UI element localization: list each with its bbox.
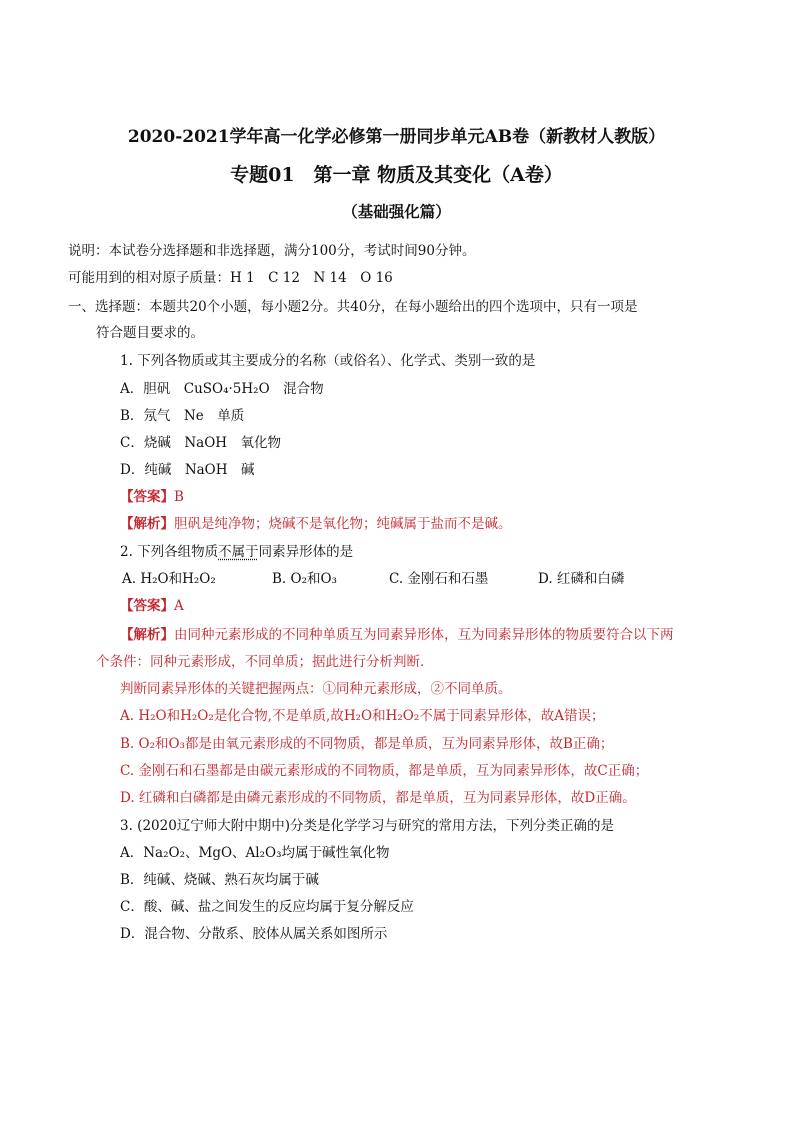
stem-part: 2. 下列各组物质 [120, 544, 219, 560]
question-3-stem: 3. (2020辽宁师大附中期中)分类是化学学习与研究的常用方法，下列分类正确的是 [120, 818, 615, 834]
section-heading-cont: 符合题目要求的。 [96, 325, 204, 341]
document-subtitle-note: （基础强化篇） [342, 202, 451, 221]
question-2-option-b: B. O₂和O₃ [272, 571, 337, 587]
analysis-text: 胆矾是纯净物；烧碱不是氧化物；纯碱属于盐而不是碱。 [174, 516, 512, 532]
question-2-explain-b: B. O₂和O₃都是由氧元素形成的不同物质，都是单质，互为同素异形体，故B正确； [120, 736, 614, 752]
question-3-option-a: A．Na₂O₂、MgO、Al₂O₃均属于碱性氧化物 [120, 845, 390, 861]
question-3-option-c: C．酸、碱、盐之间发生的反应均属于复分解反应 [120, 899, 414, 915]
question-1-option-d: D．纯碱 NaOH 碱 [120, 462, 255, 478]
question-2-analysis-cont: 个条件：同种元素形成，不同单质；据此进行分析判断． [96, 654, 434, 670]
question-2-answer [120, 597, 184, 615]
stem-emphasis: 不属于 [218, 544, 259, 560]
question-2-explain-a: A. H₂O和H₂O₂是化合物,不是单质,故H₂O和H₂O₂不属于同素异形体，故A错误； [120, 708, 605, 724]
question-1-option-a: A．胆矾 CuSO₄·5H₂O 混合物 [120, 381, 324, 397]
question-2-analysis [120, 626, 674, 644]
document-title: 2020-2021学年高一化学必修第一册同步单元AB卷（新教材人教版） [127, 127, 666, 147]
analysis-tag: 【解析】 [120, 516, 174, 532]
question-1-analysis [120, 515, 512, 533]
analysis-tag: 【解析】 [120, 627, 174, 643]
atomic-masses: 可能用到的相对原子质量：H 1 C 12 N 14 O 16 [68, 270, 393, 286]
question-2-option-d: D. 红磷和白磷 [538, 571, 625, 587]
question-2-explain-c: C. 金刚石和石墨都是由碳元素形成的不同物质，都是单质，互为同素异形体，故C正确； [120, 763, 649, 779]
question-2-option-c: C. 金刚石和石墨 [389, 571, 489, 587]
question-3-option-d: D．混合物、分散系、胶体从属关系如图所示 [120, 926, 388, 942]
answer-value: A [174, 598, 184, 614]
document-subtitle: 专题01 第一章 物质及其变化（A卷） [230, 164, 563, 186]
analysis-text: 由同种元素形成的不同种单质互为同素异形体，互为同素异形体的物质要符合以下两 [174, 627, 674, 643]
question-2-stem [120, 543, 353, 561]
section-heading: 一、选择题：本题共20个小题，每小题2分。共40分，在每小题给出的四个选项中，只有一项是 [68, 299, 638, 315]
answer-tag: 【答案】 [120, 489, 174, 505]
answer-tag: 【答案】 [120, 598, 174, 614]
question-2-option-a: A. H₂O和H₂O₂ [122, 571, 216, 587]
answer-value: B [174, 489, 184, 505]
question-3-option-b: B．纯碱、烧碱、熟石灰均属于碱 [120, 872, 319, 888]
stem-part: 同素异形体的是 [258, 544, 354, 560]
exam-note: 说明：本试卷分选择题和非选择题，满分100分，考试时间90分钟。 [68, 243, 476, 259]
question-2-key-points: 判断同素异形体的关键把握两点：①同种元素形成，②不同单质。 [120, 681, 512, 697]
question-1-answer [120, 488, 184, 506]
question-1-option-c: C．烧碱 NaOH 氧化物 [120, 435, 282, 451]
question-1-stem: 1. 下列各物质或其主要成分的名称（或俗名）、化学式、类别一致的是 [120, 353, 536, 369]
question-1-option-b: B．氖气 Ne 单质 [120, 408, 245, 424]
question-2-explain-d: D. 红磷和白磷都是由磷元素形成的不同物质，都是单质，互为同素异形体，故D正确。 [120, 790, 636, 806]
